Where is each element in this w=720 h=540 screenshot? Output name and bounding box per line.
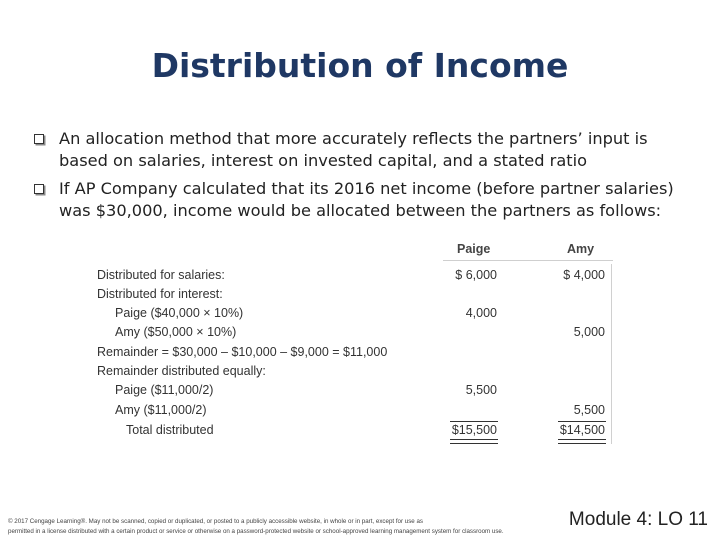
row-label: Total distributed bbox=[126, 423, 214, 437]
income-allocation-table bbox=[88, 240, 613, 445]
bullet-item bbox=[34, 178, 694, 222]
table-row bbox=[88, 345, 613, 365]
bullet-item bbox=[34, 128, 694, 172]
amy-total-double-rule bbox=[558, 439, 606, 444]
copyright-line: permitted in a license distributed with a certain product or service or otherwise on a password-protected website or school-approved learning management system for classroom use. bbox=[8, 528, 504, 535]
square-bullet-icon bbox=[34, 184, 44, 194]
table-row bbox=[88, 268, 613, 288]
table-row bbox=[88, 306, 613, 326]
copyright-notice bbox=[8, 517, 548, 537]
row-label: Amy ($11,000/2) bbox=[115, 403, 207, 417]
row-label: Amy ($50,000 × 10%) bbox=[115, 325, 237, 339]
copyright-line: © 2017 Cengage Learning®. May not be scanned, copied or duplicated, or posted to a publicly accessible website, in whole or in part, except for use as bbox=[8, 518, 423, 525]
row-label: Distributed for salaries: bbox=[97, 268, 225, 282]
header-divider bbox=[443, 260, 613, 261]
table-row bbox=[88, 364, 613, 384]
row-label: Distributed for interest: bbox=[97, 287, 223, 301]
row-label: Remainder distributed equally: bbox=[97, 364, 266, 378]
square-bullet-icon bbox=[34, 134, 44, 144]
row-label: Remainder = $30,000 – $10,000 – $9,000 = $11,000 bbox=[97, 345, 388, 359]
paige-value: $ 6,000 bbox=[455, 268, 497, 282]
amy-value: $ 4,000 bbox=[563, 268, 605, 282]
table-row-total bbox=[88, 423, 613, 443]
table-row bbox=[88, 383, 613, 403]
amy-sum-rule bbox=[558, 421, 606, 422]
paige-value: 4,000 bbox=[465, 306, 497, 320]
table-row bbox=[88, 325, 613, 345]
module-label: Module 4: LO 11 bbox=[568, 509, 708, 530]
amy-value: 5,500 bbox=[573, 403, 605, 417]
amy-total: $14,500 bbox=[559, 423, 605, 437]
paige-sum-rule bbox=[450, 421, 498, 422]
table-row bbox=[88, 287, 613, 307]
paige-value: 5,500 bbox=[465, 383, 497, 397]
amy-value: 5,000 bbox=[573, 325, 605, 339]
row-label: Paige ($11,000/2) bbox=[115, 383, 214, 397]
paige-total-double-rule bbox=[450, 439, 498, 444]
paige-total: $15,500 bbox=[451, 423, 497, 437]
bullet-text: An allocation method that more accurately reflects the partners’ input is based on salaries, interest on invested capital, and a stated ratio bbox=[59, 129, 648, 170]
slide-title: Distribution of Income bbox=[151, 46, 569, 85]
row-label: Paige ($40,000 × 10%) bbox=[115, 306, 244, 320]
bullet-text: If AP Company calculated that its 2016 net income (before partner salaries) was $30,000, income would be allocated between the partners as follows: bbox=[59, 179, 674, 220]
column-header-paige: Paige bbox=[457, 242, 491, 256]
table-row bbox=[88, 403, 613, 423]
bullet-list bbox=[34, 128, 694, 228]
column-header-amy: Amy bbox=[567, 242, 595, 256]
